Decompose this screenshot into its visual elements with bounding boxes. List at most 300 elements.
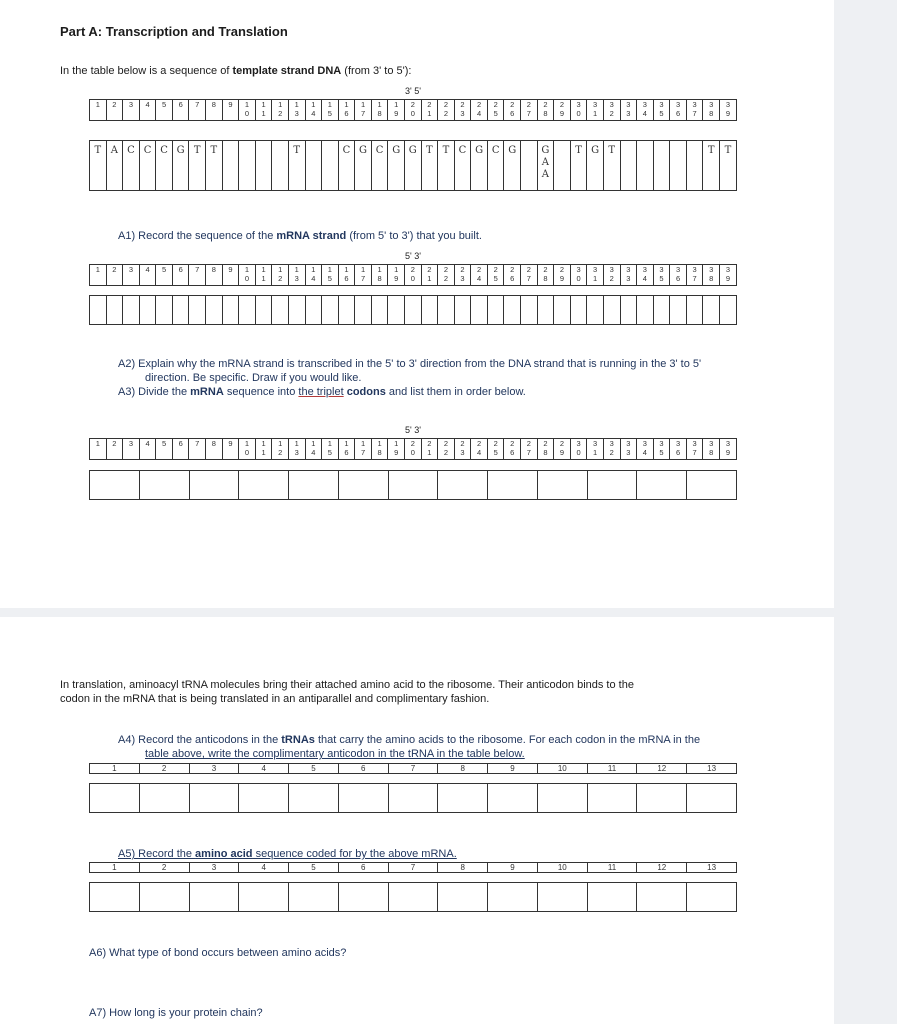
mrna-answer-cell[interactable] [206, 296, 223, 325]
position-cell: 1 4 [305, 439, 322, 460]
position-cell: 1 6 [338, 100, 355, 121]
mrna-answer-cell[interactable] [288, 296, 305, 325]
position-cell: 2 1 [421, 439, 438, 460]
mrna-answer-cell[interactable] [338, 296, 355, 325]
mrna-answer-cell[interactable] [487, 296, 504, 325]
position-cell: 2 5 [487, 439, 504, 460]
codon-answer-cell[interactable] [637, 471, 687, 500]
position-cell: 2 [106, 265, 123, 286]
mrna-answer-cell[interactable] [421, 296, 438, 325]
dna-position-row [89, 99, 737, 121]
dna-base-cell: T [189, 141, 206, 191]
position-cell: 3 3 [620, 100, 637, 121]
codon-answer-cell[interactable] [90, 471, 140, 500]
position-cell: 3 8 [703, 439, 720, 460]
dna-base-cell [255, 141, 272, 191]
position-cell: 3 4 [637, 100, 654, 121]
amino-number-cell: 12 [637, 863, 687, 873]
position-cell: 3 1 [587, 439, 604, 460]
mrna-answer-cell[interactable] [653, 296, 670, 325]
amino-answer-cell[interactable] [537, 883, 587, 912]
mrna-answer-cell[interactable] [686, 296, 703, 325]
position-cell: 3 7 [686, 265, 703, 286]
position-cell: 3 3 [620, 265, 637, 286]
position-cell: 3 6 [670, 439, 687, 460]
mrna-answer-cell[interactable] [156, 296, 173, 325]
mrna-answer-cell[interactable] [322, 296, 339, 325]
amino-answer-cell[interactable] [139, 883, 189, 912]
dna-base-cell: G [404, 141, 421, 191]
position-cell: 1 2 [272, 439, 289, 460]
dna-base-cell: C [487, 141, 504, 191]
position-cell: 1 0 [239, 439, 256, 460]
dna-base-cell: C [156, 141, 173, 191]
position-cell: 5 [156, 439, 173, 460]
anticodon-number-cell: 5 [289, 764, 339, 774]
mrna-answer-cell[interactable] [239, 296, 256, 325]
intro-text [60, 65, 411, 77]
mrna-answer-cell[interactable] [521, 296, 538, 325]
position-cell: 4 [139, 265, 156, 286]
dna-base-cell: G [172, 141, 189, 191]
anticodon-number-cell: 6 [338, 764, 388, 774]
a5-bold: amino acid [195, 848, 253, 860]
a7-question: A7) How long is your protein chain? [89, 1007, 263, 1019]
position-cell: 3 4 [637, 439, 654, 460]
mrna-answer-cell[interactable] [603, 296, 620, 325]
position-cell: 3 0 [570, 100, 587, 121]
codon-answer-cell[interactable] [488, 471, 538, 500]
translation-text: In translation, aminoacyl tRNA molecules bring their attached amino acid to the ribosome. Their anticodon binds to the [60, 679, 634, 691]
position-cell: 5 [156, 265, 173, 286]
position-cell: 2 9 [554, 439, 571, 460]
dna-base-cell [670, 141, 687, 191]
dna-base-cell [620, 141, 637, 191]
anticodon-number-cell: 4 [239, 764, 289, 774]
dna-base-cell: T [719, 141, 736, 191]
position-cell: 3 5 [653, 100, 670, 121]
mrna-answer-cell[interactable] [272, 296, 289, 325]
mrna-answer-cell[interactable] [123, 296, 140, 325]
position-cell: 2 9 [554, 265, 571, 286]
position-cell: 2 [106, 100, 123, 121]
position-cell: 8 [206, 265, 223, 286]
dna-base-cell: G A A [537, 141, 554, 191]
position-cell: 1 9 [388, 439, 405, 460]
position-cell: 2 3 [454, 439, 471, 460]
position-cell: 2 1 [421, 100, 438, 121]
amino-number-cell: 6 [338, 863, 388, 873]
amino-number-cell: 13 [687, 863, 737, 873]
position-cell: 3 0 [570, 265, 587, 286]
mrna-answer-cell[interactable] [139, 296, 156, 325]
position-cell: 3 [123, 265, 140, 286]
dna-base-cell [521, 141, 538, 191]
mrna-answer-cell[interactable] [404, 296, 421, 325]
a3-bold-codons: codons [346, 386, 386, 398]
a1-pre: A1) Record the sequence of the [118, 230, 277, 242]
amino-answer-cell[interactable] [338, 883, 388, 912]
codon-answer-row [89, 470, 737, 500]
amino-number-cell: 1 [90, 863, 140, 873]
position-cell: 3 9 [719, 265, 736, 286]
position-cell: 1 7 [355, 439, 372, 460]
position-cell: 1 1 [255, 439, 272, 460]
position-cell: 3 2 [603, 265, 620, 286]
translation-text-cont: codon in the mRNA that is being translated in an antiparallel and complimentary fashion. [60, 693, 490, 705]
anticodon-number-cell: 8 [438, 764, 488, 774]
intro-pre: In the table below is a sequence of [60, 65, 233, 77]
dna-base-cell [305, 141, 322, 191]
mrna-answer-cell[interactable] [670, 296, 687, 325]
mrna-answer-cell[interactable] [222, 296, 239, 325]
position-cell: 3 0 [570, 439, 587, 460]
mrna-answer-row [89, 295, 737, 325]
amino-number-cell: 8 [438, 863, 488, 873]
mrna-answer-cell[interactable] [438, 296, 455, 325]
position-cell: 2 7 [521, 100, 538, 121]
position-cell: 3 9 [719, 439, 736, 460]
anticodon-number-cell: 12 [637, 764, 687, 774]
dna-base-cell: T [570, 141, 587, 191]
position-cell: 1 8 [371, 265, 388, 286]
a3-bold-mrna: mRNA [190, 386, 224, 398]
position-cell: 1 3 [288, 100, 305, 121]
position-cell: 1 8 [371, 439, 388, 460]
position-cell: 2 0 [404, 265, 421, 286]
position-cell: 2 4 [471, 100, 488, 121]
amino-answer-cell[interactable] [488, 883, 538, 912]
anticodon-number-cell: 10 [537, 764, 587, 774]
position-cell: 3 7 [686, 100, 703, 121]
amino-number-cell: 3 [189, 863, 239, 873]
position-cell: 3 1 [587, 265, 604, 286]
position-cell: 3 [123, 439, 140, 460]
a6-question: A6) What type of bond occurs between amino acids? [89, 947, 347, 959]
position-cell: 2 8 [537, 439, 554, 460]
position-cell: 1 1 [255, 100, 272, 121]
anticodon-number-cell: 2 [139, 764, 189, 774]
codon-answer-cell[interactable] [388, 471, 438, 500]
dna-base-cell: C [371, 141, 388, 191]
position-cell: 9 [222, 439, 239, 460]
codon-answer-cell[interactable] [537, 471, 587, 500]
dna-base-cell: C [338, 141, 355, 191]
position-cell: 2 6 [504, 439, 521, 460]
intro-bold: template strand DNA [232, 65, 342, 77]
anticodon-answer-cell[interactable] [537, 784, 587, 813]
position-cell: 1 1 [255, 265, 272, 286]
position-cell: 6 [172, 100, 189, 121]
position-cell: 2 5 [487, 265, 504, 286]
codon-answer-cell[interactable] [189, 471, 239, 500]
codon-answer-cell[interactable] [239, 471, 289, 500]
a2-question: A2) Explain why the mRNA strand is transcribed in the 5' to 3' direction from the DNA strand that is running in the 3' to 5' [118, 358, 702, 370]
position-cell: 2 6 [504, 265, 521, 286]
position-cell: 1 [90, 439, 107, 460]
a3-post: and list them in order below. [385, 386, 526, 398]
amino-number-cell: 7 [388, 863, 438, 873]
a4-pre: A4) Record the anticodons in the [118, 734, 282, 746]
a4-post: that carry the amino acids to the ribosome. For each codon in the mRNA in the [314, 734, 701, 746]
mrna-answer-cell[interactable] [388, 296, 405, 325]
codon-answer-cell[interactable] [687, 471, 737, 500]
amino-answer-cell[interactable] [189, 883, 239, 912]
position-cell: 3 [123, 100, 140, 121]
position-cell: 2 2 [438, 100, 455, 121]
mrna-answer-cell[interactable] [90, 296, 107, 325]
anticodon-number-cell: 13 [687, 764, 737, 774]
position-cell: 1 [90, 265, 107, 286]
anticodon-answer-cell[interactable] [488, 784, 538, 813]
position-cell: 4 [139, 439, 156, 460]
position-cell: 2 3 [454, 100, 471, 121]
position-cell: 2 7 [521, 439, 538, 460]
position-cell: 1 4 [305, 100, 322, 121]
page-title: Part A: Transcription and Translation [60, 24, 288, 39]
mrna-answer-cell[interactable] [719, 296, 736, 325]
position-cell: 7 [189, 100, 206, 121]
dna-base-cell: T [421, 141, 438, 191]
dna-base-cell: C [123, 141, 140, 191]
mrna-answer-cell[interactable] [454, 296, 471, 325]
position-cell: 1 4 [305, 265, 322, 286]
a3-mid: sequence into [223, 386, 299, 398]
position-cell: 1 9 [388, 265, 405, 286]
dna-base-cell: T [206, 141, 223, 191]
dna-base-cell: T [90, 141, 107, 191]
position-cell: 3 8 [703, 265, 720, 286]
position-cell: 2 [106, 439, 123, 460]
position-cell: 1 5 [322, 439, 339, 460]
position-cell: 1 7 [355, 100, 372, 121]
dna-base-cell: G [587, 141, 604, 191]
dna-base-cell: G [471, 141, 488, 191]
position-cell: 1 7 [355, 265, 372, 286]
dna-base-cell [686, 141, 703, 191]
a1-question [118, 230, 482, 242]
a4-bold: tRNAs [281, 734, 315, 746]
dna-base-cell [239, 141, 256, 191]
position-cell: 1 8 [371, 100, 388, 121]
dna-direction-label: 3' 5' [405, 86, 421, 96]
page-2 [0, 617, 834, 1024]
codon-answer-cell[interactable] [438, 471, 488, 500]
position-cell: 8 [206, 100, 223, 121]
a5-number-row [89, 862, 737, 873]
amino-number-cell: 5 [289, 863, 339, 873]
amino-answer-cell[interactable] [587, 883, 637, 912]
position-cell: 3 6 [670, 100, 687, 121]
position-cell: 9 [222, 100, 239, 121]
mrna-answer-cell[interactable] [305, 296, 322, 325]
codon-position-row [89, 438, 737, 460]
mrna-answer-cell[interactable] [620, 296, 637, 325]
position-cell: 6 [172, 265, 189, 286]
position-cell: 2 8 [537, 100, 554, 121]
position-cell: 2 1 [421, 265, 438, 286]
position-cell: 3 3 [620, 439, 637, 460]
dna-base-cell: C [139, 141, 156, 191]
position-cell: 5 [156, 100, 173, 121]
mrna-answer-cell[interactable] [471, 296, 488, 325]
position-cell: 2 7 [521, 265, 538, 286]
position-cell: 1 2 [272, 265, 289, 286]
position-cell: 2 8 [537, 265, 554, 286]
anticodon-number-cell: 11 [587, 764, 637, 774]
mrna-answer-cell[interactable] [355, 296, 372, 325]
amino-answer-cell[interactable] [637, 883, 687, 912]
position-cell: 3 5 [653, 439, 670, 460]
codon-answer-cell[interactable] [289, 471, 339, 500]
position-cell: 3 2 [603, 439, 620, 460]
a3-question [118, 386, 526, 398]
mrna-answer-cell[interactable] [255, 296, 272, 325]
a4-answer-row [89, 783, 737, 813]
dna-base-cell [653, 141, 670, 191]
dna-base-cell: G [504, 141, 521, 191]
mrna-answer-cell[interactable] [172, 296, 189, 325]
intro-post: (from 3' to 5'): [341, 65, 412, 77]
anticodon-number-cell: 3 [189, 764, 239, 774]
mrna-answer-cell[interactable] [637, 296, 654, 325]
mrna-answer-cell[interactable] [537, 296, 554, 325]
anticodon-answer-cell[interactable] [139, 784, 189, 813]
position-cell: 2 0 [404, 100, 421, 121]
position-cell: 2 4 [471, 265, 488, 286]
a4-question-cont: table above, write the complimentary anticodon in the tRNA in the table below. [145, 748, 525, 760]
codon-direction-label: 5' 3' [405, 425, 421, 435]
amino-answer-cell[interactable] [239, 883, 289, 912]
position-cell: 1 2 [272, 100, 289, 121]
position-cell: 1 0 [239, 265, 256, 286]
codon-answer-cell[interactable] [139, 471, 189, 500]
mrna-answer-cell[interactable] [554, 296, 571, 325]
mrna-answer-cell[interactable] [504, 296, 521, 325]
anticodon-number-cell: 9 [488, 764, 538, 774]
amino-number-cell: 4 [239, 863, 289, 873]
position-cell: 3 5 [653, 265, 670, 286]
position-cell: 3 9 [719, 100, 736, 121]
a1-bold: mRNA strand [276, 230, 347, 242]
position-cell: 7 [189, 439, 206, 460]
codon-answer-cell[interactable] [587, 471, 637, 500]
position-cell: 1 3 [288, 439, 305, 460]
dna-base-cell: A [106, 141, 123, 191]
anticodon-answer-cell[interactable] [687, 784, 737, 813]
mrna-direction-label: 5' 3' [405, 251, 421, 261]
dna-base-cell [222, 141, 239, 191]
anticodon-answer-cell[interactable] [90, 784, 140, 813]
amino-answer-cell[interactable] [388, 883, 438, 912]
mrna-answer-cell[interactable] [703, 296, 720, 325]
position-cell: 2 3 [454, 265, 471, 286]
anticodon-answer-cell[interactable] [637, 784, 687, 813]
anticodon-answer-cell[interactable] [239, 784, 289, 813]
anticodon-answer-cell[interactable] [587, 784, 637, 813]
a5-pre: A5) Record the [118, 848, 196, 860]
position-cell: 3 2 [603, 100, 620, 121]
position-cell: 1 [90, 100, 107, 121]
anticodon-number-cell: 7 [388, 764, 438, 774]
a4-number-row [89, 763, 737, 774]
position-cell: 2 6 [504, 100, 521, 121]
position-cell: 9 [222, 265, 239, 286]
a2-question-cont: direction. Be specific. Draw if you would like. [145, 372, 362, 384]
anticodon-answer-cell[interactable] [289, 784, 339, 813]
amino-number-cell: 10 [537, 863, 587, 873]
mrna-position-row [89, 264, 737, 286]
position-cell: 3 6 [670, 265, 687, 286]
a1-post: (from 5' to 3') that you built. [346, 230, 482, 242]
a5-answer-row [89, 882, 737, 912]
position-cell: 2 2 [438, 439, 455, 460]
amino-answer-cell[interactable] [90, 883, 140, 912]
position-cell: 3 7 [686, 439, 703, 460]
dna-base-cell [272, 141, 289, 191]
dna-base-cell [322, 141, 339, 191]
a5-post: sequence coded for by the above mRNA. [252, 848, 457, 860]
mrna-answer-cell[interactable] [371, 296, 388, 325]
anticodon-answer-cell[interactable] [388, 784, 438, 813]
dna-base-cell: T [603, 141, 620, 191]
position-cell: 1 3 [288, 265, 305, 286]
position-cell: 2 9 [554, 100, 571, 121]
mrna-answer-cell[interactable] [570, 296, 587, 325]
a4-question [118, 734, 700, 746]
position-cell: 4 [139, 100, 156, 121]
position-cell: 1 5 [322, 265, 339, 286]
position-cell: 7 [189, 265, 206, 286]
dna-base-cell [554, 141, 571, 191]
amino-number-cell: 11 [587, 863, 637, 873]
position-cell: 1 0 [239, 100, 256, 121]
dna-base-cell: T [703, 141, 720, 191]
mrna-answer-cell[interactable] [587, 296, 604, 325]
amino-number-cell: 2 [139, 863, 189, 873]
a3-pre: A3) Divide the [118, 386, 191, 398]
position-cell: 2 5 [487, 100, 504, 121]
amino-answer-cell[interactable] [289, 883, 339, 912]
anticodon-answer-cell[interactable] [338, 784, 388, 813]
position-cell: 1 6 [338, 439, 355, 460]
amino-number-cell: 9 [488, 863, 538, 873]
position-cell: 1 5 [322, 100, 339, 121]
codon-answer-cell[interactable] [338, 471, 388, 500]
dna-base-cell: G [355, 141, 372, 191]
amino-answer-cell[interactable] [438, 883, 488, 912]
position-cell: 1 6 [338, 265, 355, 286]
position-cell: 1 9 [388, 100, 405, 121]
anticodon-answer-cell[interactable] [438, 784, 488, 813]
dna-base-cell: G [388, 141, 405, 191]
a5-question [118, 848, 457, 860]
position-cell: 8 [206, 439, 223, 460]
dna-base-cell: C [454, 141, 471, 191]
position-cell: 6 [172, 439, 189, 460]
dna-sequence-row [89, 140, 737, 191]
mrna-answer-cell[interactable] [189, 296, 206, 325]
mrna-answer-cell[interactable] [106, 296, 123, 325]
amino-answer-cell[interactable] [687, 883, 737, 912]
dna-base-cell: T [438, 141, 455, 191]
anticodon-answer-cell[interactable] [189, 784, 239, 813]
position-cell: 2 2 [438, 265, 455, 286]
position-cell: 3 8 [703, 100, 720, 121]
position-cell: 3 1 [587, 100, 604, 121]
position-cell: 2 0 [404, 439, 421, 460]
a3-underlined: the triplet [298, 386, 344, 398]
